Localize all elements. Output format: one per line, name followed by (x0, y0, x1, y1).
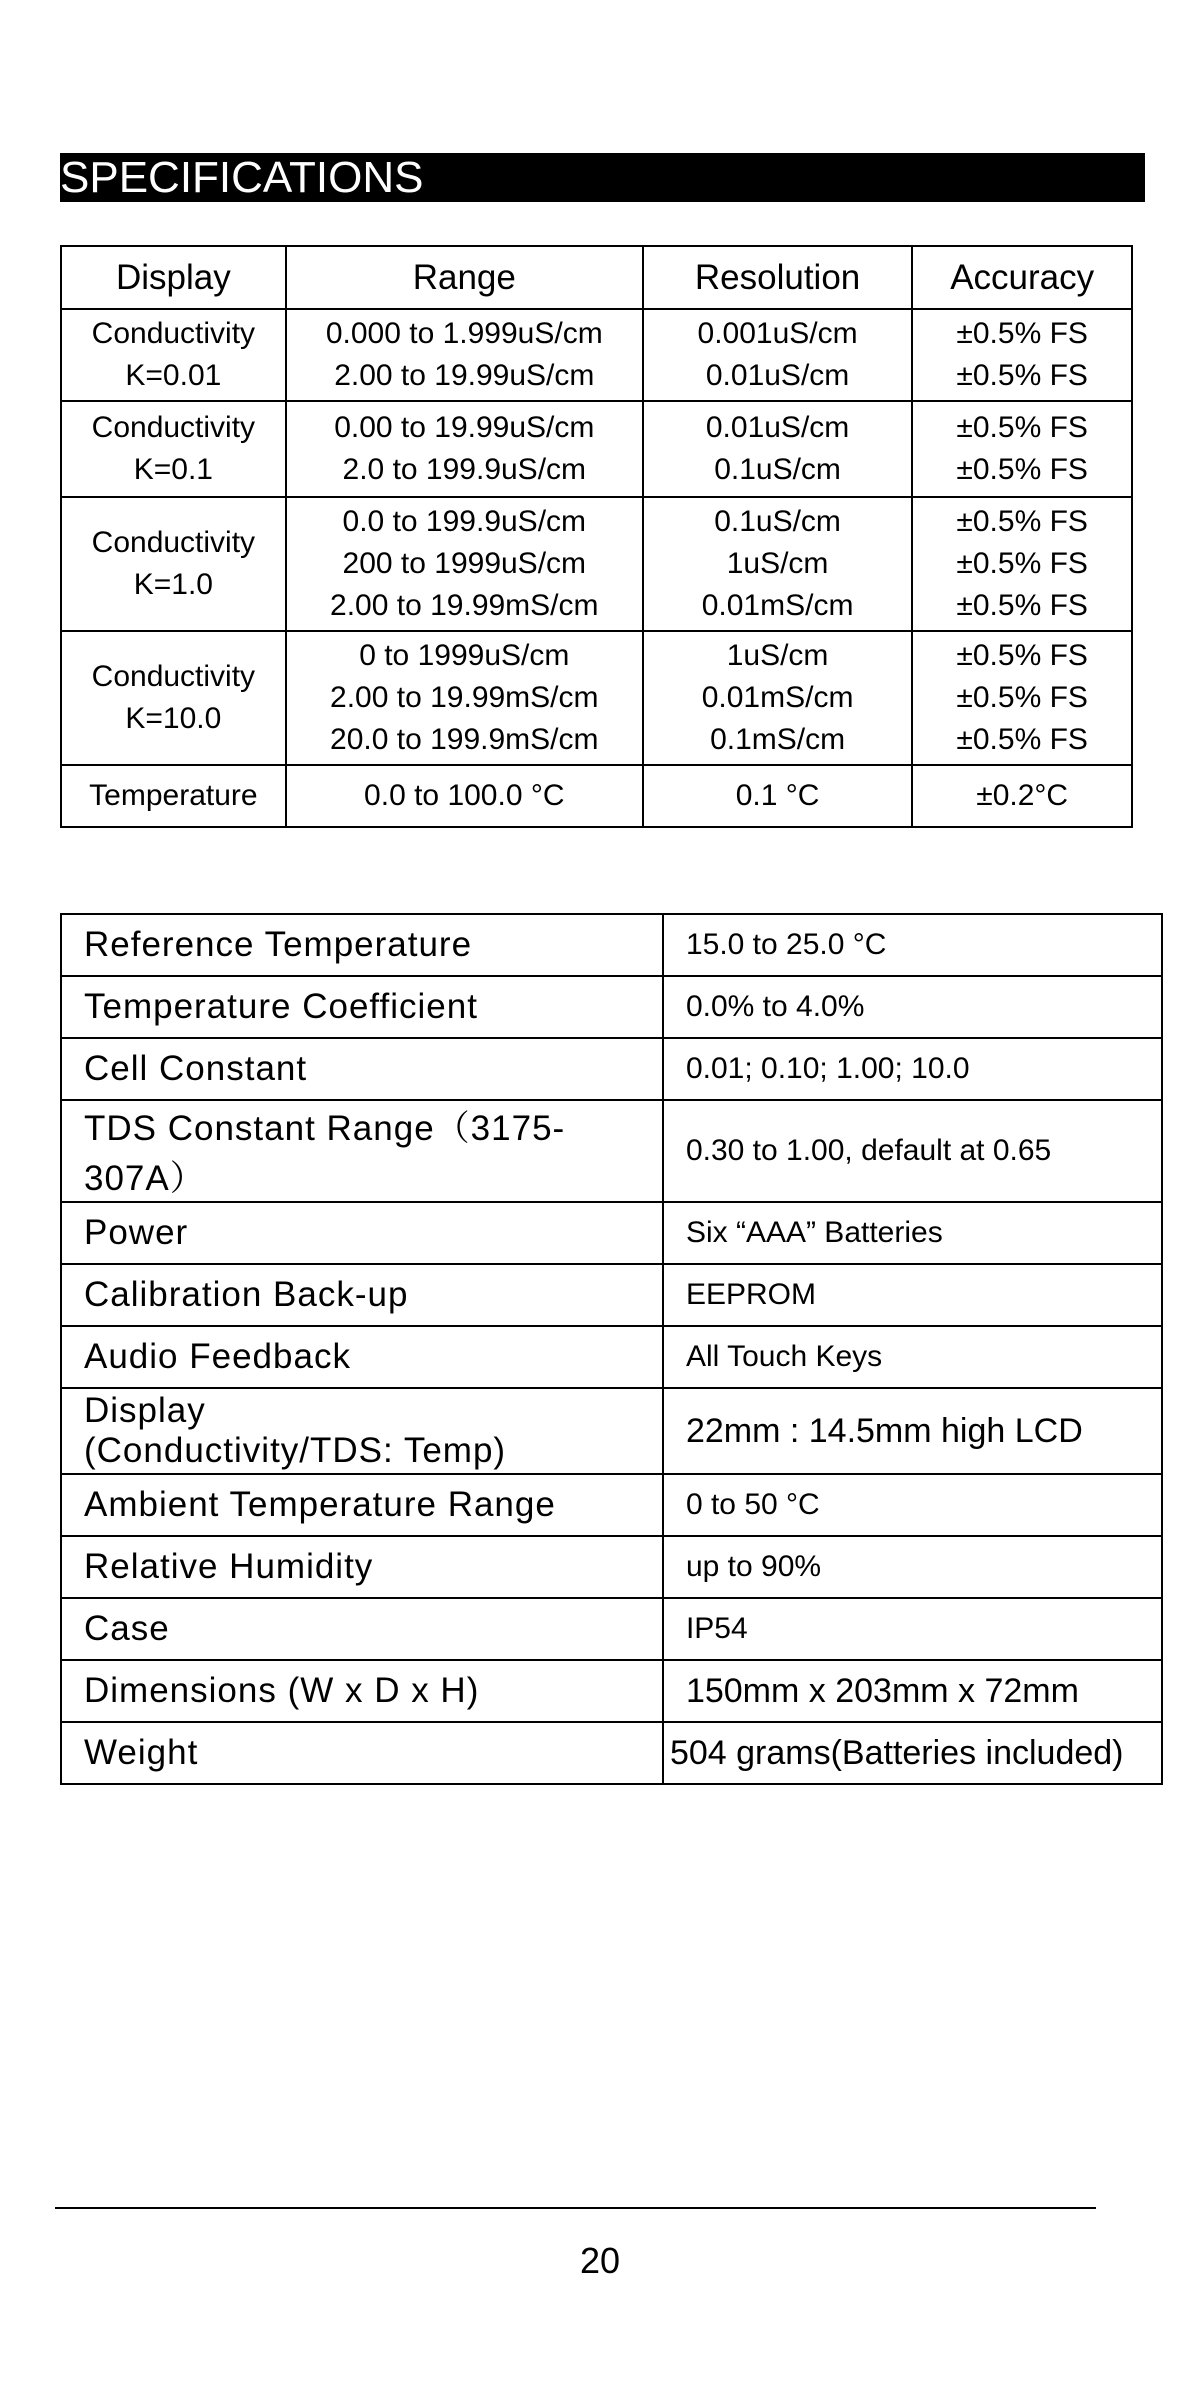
param-label: Weight (61, 1722, 663, 1784)
param-label: Relative Humidity (61, 1536, 663, 1598)
resolution-cell (643, 309, 913, 401)
display-line: K=1.0 (133, 568, 213, 601)
resolution-line: 1uS/cm (726, 547, 829, 580)
column-header-resolution: Resolution (643, 246, 913, 309)
param-value: 22mm : 14.5mm high LCD (663, 1388, 1162, 1474)
accuracy-cell (912, 497, 1132, 631)
param-label: Temperature Coefficient (61, 976, 663, 1038)
param-label: Dimensions (W x D x H) (61, 1660, 663, 1722)
footer-divider (55, 2207, 1096, 2209)
range-line: 0.0 to 199.9uS/cm (342, 505, 587, 538)
table-row (61, 1722, 1162, 1784)
range-line: 200 to 1999uS/cm (342, 547, 587, 580)
table-row (61, 1474, 1162, 1536)
column-header-range: Range (286, 246, 643, 309)
table-row (61, 1598, 1162, 1660)
general-spec-table (60, 913, 1163, 1785)
resolution-line: 0.01mS/cm (701, 589, 854, 622)
accuracy-line: ±0.5% FS (956, 453, 1088, 486)
display-line: Conductivity (91, 411, 256, 444)
param-label (61, 1388, 663, 1474)
param-value: IP54 (663, 1598, 1162, 1660)
range-cell (286, 765, 643, 827)
table-row (61, 914, 1162, 976)
accuracy-line: ±0.2°C (976, 779, 1069, 812)
range-line: 2.00 to 19.99mS/cm (330, 589, 599, 622)
range-cell (286, 401, 643, 497)
display-line: K=10.0 (125, 702, 222, 735)
range-line: 0 to 1999uS/cm (359, 639, 570, 672)
table-row (61, 1326, 1162, 1388)
display-line: Conductivity (91, 660, 256, 693)
resolution-line: 0.1uS/cm (714, 453, 841, 486)
column-header-display: Display (61, 246, 286, 309)
display-line: Temperature (89, 779, 258, 812)
table-header-row (61, 246, 1132, 309)
table-row (61, 976, 1162, 1038)
param-label: Cell Constant (61, 1038, 663, 1100)
param-value: EEPROM (663, 1264, 1162, 1326)
param-value: 0.30 to 1.00, default at 0.65 (663, 1100, 1162, 1202)
display-cell (61, 401, 286, 497)
table-row (61, 1536, 1162, 1598)
resolution-line: 0.1mS/cm (710, 723, 846, 756)
range-line: 0.00 to 19.99uS/cm (334, 411, 595, 444)
param-label-line: (Conductivity/TDS: Temp) (84, 1431, 507, 1470)
resolution-line: 0.01uS/cm (705, 411, 850, 444)
table-row (61, 1100, 1162, 1202)
range-cell (286, 309, 643, 401)
param-label: Reference Temperature (61, 914, 663, 976)
table-row (61, 1264, 1162, 1326)
param-label-line: Display (84, 1391, 206, 1430)
accuracy-line: ±0.5% FS (956, 639, 1088, 672)
accuracy-line: ±0.5% FS (956, 723, 1088, 756)
param-label: Case (61, 1598, 663, 1660)
table-row (61, 1660, 1162, 1722)
display-line: K=0.01 (125, 359, 222, 392)
display-line: K=0.1 (133, 453, 213, 486)
param-label: Calibration Back-up (61, 1264, 663, 1326)
table-row (61, 1388, 1162, 1474)
display-line: Conductivity (91, 526, 256, 559)
table-row (61, 1038, 1162, 1100)
display-cell (61, 497, 286, 631)
param-label: Ambient Temperature Range (61, 1474, 663, 1536)
range-line: 2.0 to 199.9uS/cm (342, 453, 587, 486)
table-row (61, 401, 1132, 497)
accuracy-cell (912, 309, 1132, 401)
range-cell (286, 631, 643, 765)
param-value: 504 grams(Batteries included) (663, 1722, 1162, 1784)
accuracy-line: ±0.5% FS (956, 317, 1088, 350)
table-row (61, 631, 1132, 765)
section-title: SPECIFICATIONS (60, 153, 1145, 202)
resolution-cell (643, 497, 913, 631)
param-value: 15.0 to 25.0 °C (663, 914, 1162, 976)
resolution-line: 0.01uS/cm (705, 359, 850, 392)
display-cell (61, 631, 286, 765)
table-row (61, 1202, 1162, 1264)
param-label: TDS Constant Range（3175-307A） (61, 1100, 663, 1202)
accuracy-line: ±0.5% FS (956, 505, 1088, 538)
resolution-line: 1uS/cm (726, 639, 829, 672)
resolution-line: 0.001uS/cm (697, 317, 858, 350)
param-value: 0 to 50 °C (663, 1474, 1162, 1536)
display-cell (61, 765, 286, 827)
param-value: All Touch Keys (663, 1326, 1162, 1388)
range-line: 2.00 to 19.99mS/cm (330, 681, 599, 714)
accuracy-line: ±0.5% FS (956, 589, 1088, 622)
table-row (61, 765, 1132, 827)
resolution-cell (643, 765, 913, 827)
range-cell (286, 497, 643, 631)
param-value: Six “AAA” Batteries (663, 1202, 1162, 1264)
table-row (61, 497, 1132, 631)
param-value: 0.01; 0.10; 1.00; 10.0 (663, 1038, 1162, 1100)
display-cell (61, 309, 286, 401)
param-label: Power (61, 1202, 663, 1264)
measurement-spec-table (60, 245, 1133, 828)
display-line: Conductivity (91, 317, 256, 350)
table-row (61, 309, 1132, 401)
param-value: up to 90% (663, 1536, 1162, 1598)
param-label: Audio Feedback (61, 1326, 663, 1388)
page-number: 20 (579, 2240, 621, 2281)
resolution-cell (643, 631, 913, 765)
column-header-accuracy: Accuracy (912, 246, 1132, 309)
accuracy-cell (912, 401, 1132, 497)
param-value: 150mm x 203mm x 72mm (663, 1660, 1162, 1722)
param-value: 0.0% to 4.0% (663, 976, 1162, 1038)
accuracy-cell (912, 765, 1132, 827)
range-line: 0.000 to 1.999uS/cm (325, 317, 603, 350)
accuracy-line: ±0.5% FS (956, 547, 1088, 580)
range-line: 0.0 to 100.0 °C (364, 779, 565, 812)
resolution-cell (643, 401, 913, 497)
range-line: 20.0 to 199.9mS/cm (330, 723, 599, 756)
accuracy-line: ±0.5% FS (956, 359, 1088, 392)
accuracy-cell (912, 631, 1132, 765)
resolution-line: 0.1 °C (735, 779, 820, 812)
resolution-line: 0.1uS/cm (714, 505, 841, 538)
range-line: 2.00 to 19.99uS/cm (334, 359, 595, 392)
accuracy-line: ±0.5% FS (956, 681, 1088, 714)
resolution-line: 0.01mS/cm (701, 681, 854, 714)
accuracy-line: ±0.5% FS (956, 411, 1088, 444)
